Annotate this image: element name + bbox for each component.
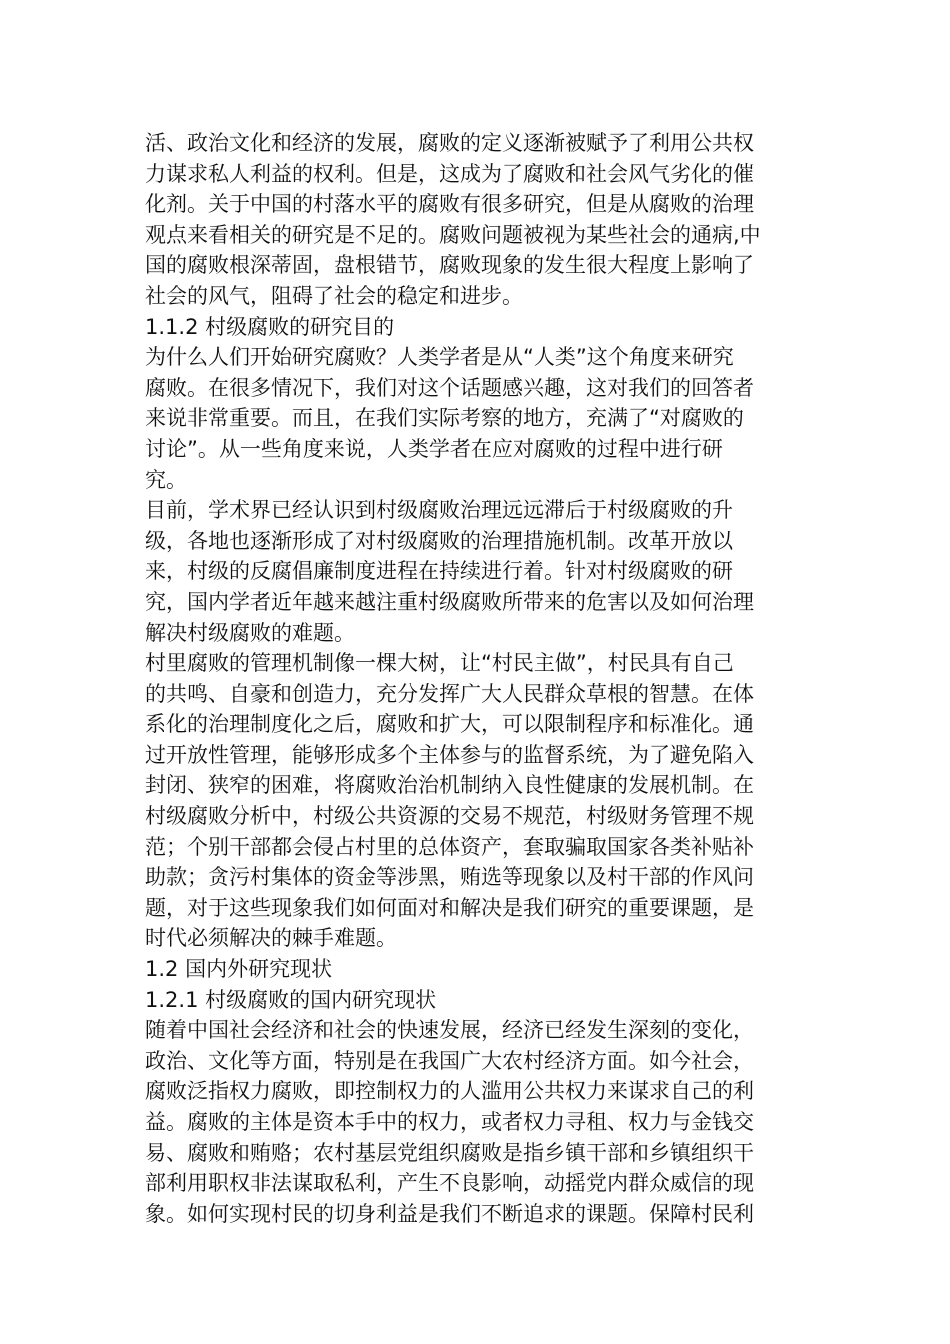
document-page [145, 128, 805, 1229]
text-line: 过开放性管理，能够形成多个主体参与的监督系统，为了避免陷入 [145, 742, 754, 767]
text-line: 来，村级的反腐倡廉制度进程在持续进行着。针对村级腐败的研 [145, 559, 733, 584]
text-line: 究，国内学者近年越来越注重村级腐败所带来的危害以及如何治理 [145, 589, 754, 614]
text-line: 题，对于这些现象我们如何面对和解决是我们研究的重要课题，是 [145, 895, 754, 920]
text-line: 部利用职权非法谋取私利，产生不良影响，动摇党内群众威信的现 [145, 1171, 754, 1196]
text-line: 范；个别干部都会侵占村里的总体资产，套取骗取国家各类补贴补 [145, 834, 754, 859]
text-line: 腐败。在很多情况下，我们对这个话题感兴趣，这对我们的回答者 [145, 375, 754, 400]
text-line: 为什么人们开始研究腐败？人类学者是从“人类”这个角度来研究 [145, 345, 734, 370]
text-line: 时代必须解决的棘手难题。 [145, 926, 397, 951]
text-line: 国的腐败根深蒂固，盘根错节，腐败现象的发生很大程度上影响了 [145, 253, 754, 278]
text-line: 活、政治文化和经济的发展，腐败的定义逐渐被赋予了利用公共权 [145, 131, 754, 155]
text-line: 象。如何实现村民的切身利益是我们不断追求的课题。保障村民利 [145, 1201, 754, 1226]
text-line: 的共鸣、自豪和创造力，充分发挥广大人民群众草根的智慧。在体 [145, 681, 754, 706]
text-line: 系化的治理制度化之后，腐败和扩大，可以限制程序和标准化。通 [145, 712, 754, 737]
text-line: 随着中国社会经济和社会的快速发展，经济已经发生深刻的变化， [145, 1018, 754, 1043]
text-line: 社会的风气，阻碍了社会的稳定和进步。 [145, 283, 523, 308]
paragraph [145, 342, 805, 495]
text-line: 益。腐败的主体是资本手中的权力，或者权力寻租、权力与金钱交 [145, 1110, 754, 1134]
text-line: 目前，学术界已经认识到村级腐败治理远远滞后于村级腐败的升 [145, 498, 733, 523]
paragraph [145, 128, 805, 312]
text-line: 化剂。关于中国的村落水平的腐败有很多研究，但是从腐败的治理 [145, 192, 754, 217]
text-line: 易、腐败和贿赂；农村基层党组织腐败是指乡镇干部和乡镇组织干 [145, 1140, 754, 1165]
text-line: 村里腐败的管理机制像一棵大树，让“村民主做”，村民具有自己 [145, 651, 734, 676]
paragraph [145, 495, 805, 648]
text-line: 级，各地也逐渐形成了对村级腐败的治理措施机制。改革开放以 [145, 528, 733, 553]
text-line: 讨论”。从一些角度来说，人类学者在应对腐败的过程中进行研 [145, 436, 723, 461]
text-line: 助款；贪污村集体的资金等涉黑，贿选等现象以及村干部的作风问 [145, 865, 754, 890]
paragraph [145, 1015, 805, 1229]
text-line: 村级腐败分析中，村级公共资源的交易不规范，村级财务管理不规 [145, 804, 754, 829]
section-heading: 1.2 国内外研究现状 [145, 957, 333, 982]
text-line: 封闭、狭窄的困难，将腐败治治机制纳入良性健康的发展机制。在 [145, 773, 754, 798]
text-line: 观点来看相关的研究是不足的。腐败问题被视为某些社会的通病,中 [145, 222, 761, 247]
text-line: 来说非常重要。而且，在我们实际考察的地方，充满了“对腐败的 [145, 406, 744, 431]
text-line: 力谋求私人利益的权利。但是，这成为了腐败和社会风气劣化的催 [145, 161, 754, 186]
subsection-heading: 1.2.1 村级腐败的国内研究现状 [145, 987, 437, 1012]
section-heading: 1.1.2 村级腐败的研究目的 [145, 314, 395, 339]
paragraph [145, 648, 805, 954]
text-line: 究。 [145, 467, 187, 492]
text-line: 腐败泛指权力腐败，即控制权力的人滥用公共权力来谋求自己的利 [145, 1079, 754, 1104]
text-line: 解决村级腐败的难题。 [145, 620, 355, 645]
text-line: 政治、文化等方面，特别是在我国广大农村经济方面。如今社会， [145, 1048, 754, 1073]
